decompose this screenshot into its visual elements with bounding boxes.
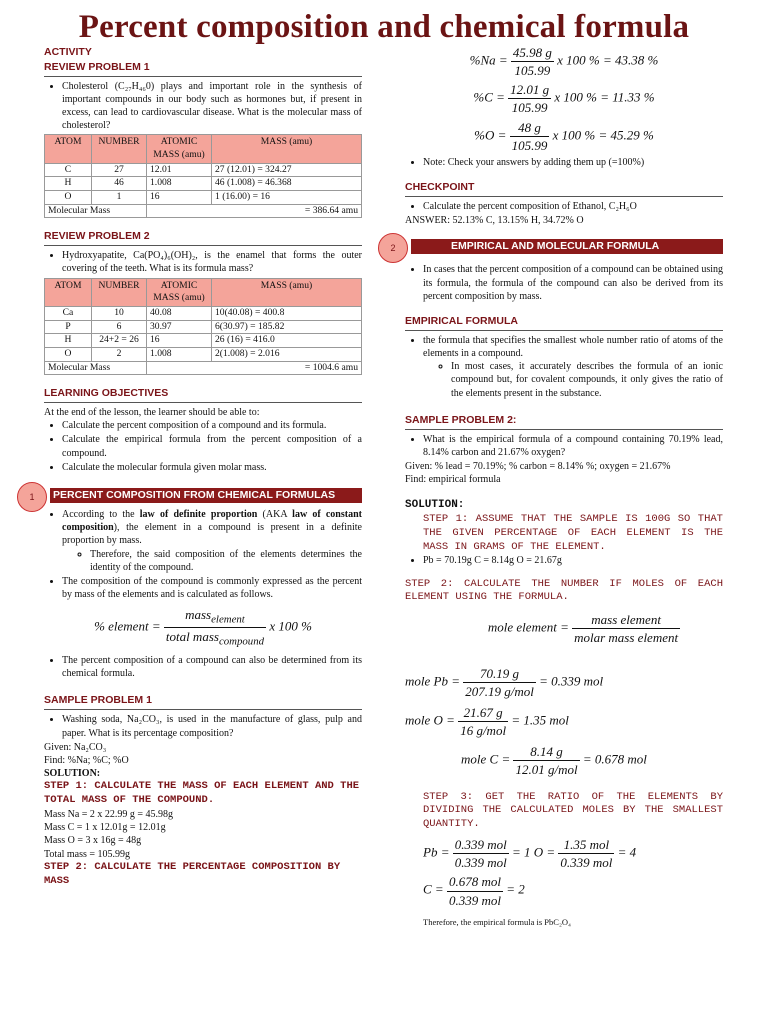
activity-heading: ACTIVITY [44, 46, 92, 58]
table-header: ATOMIC MASS (amu) [147, 135, 212, 163]
ratio-pb-o-equation: Pb = $\frac{\text{0.339 mol}}{\text{0.339 mol}}$ = 1 O = $\frac{\text{1.35 mol}}{\text{0.339 mol}}$ = 4 [423, 837, 637, 871]
step-1-item: • Pb = 70.19g C = 8.14g O = 21.67g [423, 554, 723, 567]
table-cell: 46 (1.008) = 46.368 [212, 177, 362, 191]
review-problem-2-table [44, 278, 362, 376]
learning-objective-item: • Calculate the empirical formula from the percent composition of a compound. [62, 433, 362, 459]
sample-problem-2-text: • What is the empirical formula of a compound containing 70.19% lead, 8.14% carbon and 21.67% oxygen? [423, 433, 723, 459]
conclusion-text: Therefore, the empirical formula is PbC₂O₄ [423, 916, 572, 927]
table-cell: = 386.64 amu [147, 204, 362, 218]
percent-from-formula-item: • The percent composition of a compound can also be determined from its chemical formula. [62, 654, 362, 680]
table-header: MASS (amu) [212, 135, 362, 163]
percent-na-equation: %Na = $\frac{45.98 g}{105.99}$ x 100 % = 43.38 % [469, 45, 659, 79]
table-row [45, 320, 362, 334]
section-number-badge: 2 [378, 233, 408, 263]
note-item: • Note: Check your answers by adding them up (=100%) [423, 156, 723, 169]
table-row [45, 204, 362, 218]
table-cell: P [45, 320, 92, 334]
page-title: Percent composition and chemical formula [78, 9, 690, 45]
section-banner-1 [29, 486, 362, 504]
section-banner-title: PERCENT COMPOSITION FROM CHEMICAL FORMULAS [50, 488, 362, 503]
table-cell: 27 [92, 163, 147, 177]
table-cell: 6(30.97) = 185.82 [212, 320, 362, 334]
section-number-badge: 1 [17, 482, 47, 512]
sample-problem-2-heading: SAMPLE PROBLEM 2: [405, 414, 723, 430]
mole-c-equation: mole C = $\frac{8.14 g}{\text{12.01 g/mol}}$ = 0.678 mol [461, 744, 647, 778]
mole-pb-equation: mole Pb = $\frac{70.19 g}{\text{207.19 g/mol}}$ = 0.339 mol [405, 665, 604, 699]
table-row [45, 177, 362, 191]
mass-line: Mass C = 1 x 12.01g = 12.01g [44, 822, 166, 834]
step-1-text: STEP 1: ASSUME THAT THE SAMPLE IS 100G SO THAT THE GIVEN PERCENTAGE OF EACH ELEMENT IS THE MASS IN GRAMS OF THE ELEMENT. [423, 512, 723, 553]
percent-c-equation: %C = $\frac{12.01 g}{105.99}$ x 100 % = 11.33 % [473, 82, 655, 116]
table-cell: = 1004.6 amu [147, 361, 362, 375]
step-3-text: STEP 3: GET THE RATIO OF THE ELEMENTS BY DIVIDING THE CALCULATED MOLES BY THE SMALLEST QUANTITY. [423, 790, 723, 831]
step-2-text: STEP 2: CALCULATE THE NUMBER IF MOLES OF EACH ELEMENT USING THE FORMULA. [405, 577, 723, 604]
checkpoint-heading: CHECKPOINT [405, 181, 723, 197]
table-cell: 40.08 [147, 306, 212, 320]
sample-problem-1-heading: SAMPLE PROBLEM 1 [44, 694, 362, 710]
table-header: ATOM [45, 278, 92, 306]
empirical-formula-heading: EMPIRICAL FORMULA [405, 315, 723, 331]
table-cell: Molecular Mass [45, 204, 147, 218]
find-text: Find: %Na; %C; %O [44, 754, 129, 766]
table-cell: Ca [45, 306, 92, 320]
table-header: ATOM [45, 135, 92, 163]
table-cell: 6 [92, 320, 147, 334]
table-cell: 1.008 [147, 177, 212, 191]
review-problem-1-heading: REVIEW PROBLEM 1 [44, 61, 362, 77]
law-sub-item: ◦ Therefore, the said composition of the elements determines the identity of the compound. [90, 548, 362, 574]
table-cell: 16 [147, 191, 212, 205]
table-row [45, 347, 362, 361]
table-cell: 26 (16) = 416.0 [212, 334, 362, 348]
table-row [45, 306, 362, 320]
mass-line: Mass Na = 2 x 22.99 g = 45.98g [44, 808, 174, 820]
mass-line: Mass O = 3 x 16g = 48g [44, 835, 142, 847]
table-cell: 1.008 [147, 347, 212, 361]
table-row [45, 361, 362, 375]
review-problem-1-table [44, 134, 362, 218]
learning-objectives-intro: At the end of the lesson, the learner should be able to: [44, 407, 260, 419]
given-text: Given: Na₂CO₃ [44, 741, 107, 753]
law-definite-proportion-item: • According to the law of definite proportion (AKA law of constant composition), the element in a compound is present in a definite proportion by mass. ◦ Therefore, the said composition of the elements determines the identity of the compound. [62, 508, 362, 574]
review-problem-2-text: • Hydroxyapatite, Ca(PO₄)₆(OH)₂, is the enamel that forms the outer covering of the teeth. What is its formula mass? [62, 249, 362, 275]
table-row [45, 191, 362, 205]
table-header: MASS (amu) [212, 278, 362, 306]
mole-o-equation: mole O = $\frac{21.67 g}{\text{16 g/mol}}$ = 1.35 mol [405, 704, 569, 739]
right-column [390, 44, 723, 928]
sample-problem-2-find: Find: empirical formula [405, 474, 501, 486]
table-cell: 2(1.008) = 2.016 [212, 347, 362, 361]
table-cell: 10(40.08) = 400.8 [212, 306, 362, 320]
mole-element-equation: mole element = $\frac{\text{mass element}}{\text{molar mass element}}$ [487, 612, 679, 646]
percent-expression-item: • The composition of the compound is commonly expressed as the percent by mass of the elements and is calculated as follows. [62, 575, 362, 601]
checkpoint-answer: ANSWER: 52.13% C, 13.15% H, 34.72% O [405, 215, 584, 227]
table-row [45, 334, 362, 348]
empirical-definition-item: • the formula that specifies the smallest whole number ratio of atoms of the elements in a compound. ◦ In most cases, it accurately describes the formula of an ionic compound but, for covalent compounds, it only gives the ratio of the elements present in the substance. [423, 334, 723, 400]
step-1-heading: STEP 1: CALCULATE THE MASS OF EACH ELEMENT AND THE TOTAL MASS OF THE COMPOUND. [44, 780, 360, 807]
percent-o-equation: %O = $\frac{48 g}{105.99}$ x 100 % = 45.29 % [474, 119, 654, 153]
sample-problem-1-text: • Washing soda, Na₂CO₃, is used in the manufacture of glass, pulp and paper. What is its percentage composition? [62, 713, 362, 739]
empirical-intro-item: • In cases that the percent composition of a compound can be obtained using its formula, the formula of the compound can also be derived from its percent composition by mass. [423, 263, 723, 303]
table-row [45, 163, 362, 177]
left-column [29, 46, 362, 888]
empirical-sub-item: ◦ In most cases, it accurately describes the formula of an ionic compound but, for covalent compounds, it only gives the ratio of the elements present in the substance. [451, 360, 723, 400]
solution-label: SOLUTION: [44, 768, 101, 780]
checkpoint-item: • Calculate the percent composition of Ethanol, C₂H₆O [423, 200, 723, 213]
table-cell: 12.01 [147, 163, 212, 177]
sample-problem-2-given: Given: % lead = 70.19%; % carbon = 8.14% %; oxygen = 21.67% [405, 460, 671, 472]
table-cell: 27 (12.01) = 324.27 [212, 163, 362, 177]
table-cell: 2 [92, 347, 147, 361]
table-cell: H [45, 177, 92, 191]
table-cell: 1 (16.00) = 16 [212, 191, 362, 205]
table-cell: Molecular Mass [45, 361, 147, 375]
percent-element-equation: % element = $\frac{mass_{element}}{total mass_{compound}}$ x 100 % [94, 607, 312, 648]
solution-label: SOLUTION: [405, 499, 465, 512]
review-problem-2-heading: REVIEW PROBLEM 2 [44, 230, 362, 246]
ratio-c-equation: C = $\frac{\text{0.678 mol}}{\text{0.339 mol}}$ = 2 [423, 874, 525, 908]
table-header: NUMBER [92, 278, 147, 306]
table-cell: 46 [92, 177, 147, 191]
review-problem-1-text: • Cholesterol (C₂₇H₄₆0) plays and important role in the synthesis of important compounds in our body such as hormones but, if present in excess, can lead to cardiovascular disease. What is the molecular mass of cholesterol? [62, 80, 362, 133]
table-cell: H [45, 334, 92, 348]
table-cell: 1 [92, 191, 147, 205]
table-cell: 10 [92, 306, 147, 320]
mass-line: Total mass = 105.99g [44, 848, 131, 860]
section-banner-2 [390, 237, 723, 255]
learning-objective-item: • Calculate the percent composition of a compound and its formula. [62, 419, 362, 432]
table-cell: O [45, 191, 92, 205]
table-header: NUMBER [92, 135, 147, 163]
step-2-heading: STEP 2: CALCULATE THE PERCENTAGE COMPOSITION BY MASS [44, 860, 341, 887]
table-cell: O [45, 347, 92, 361]
table-header: ATOMIC MASS (amu) [147, 278, 212, 306]
learning-objective-item: • Calculate the molecular formula given molar mass. [62, 461, 362, 474]
table-cell: C [45, 163, 92, 177]
section-banner-title: EMPIRICAL AND MOLECULAR FORMULA [411, 239, 723, 254]
table-cell: 16 [147, 334, 212, 348]
table-cell: 30.97 [147, 320, 212, 334]
learning-objectives-heading: LEARNING OBJECTIVES [44, 387, 362, 403]
table-cell: 24+2 = 26 [92, 334, 147, 348]
